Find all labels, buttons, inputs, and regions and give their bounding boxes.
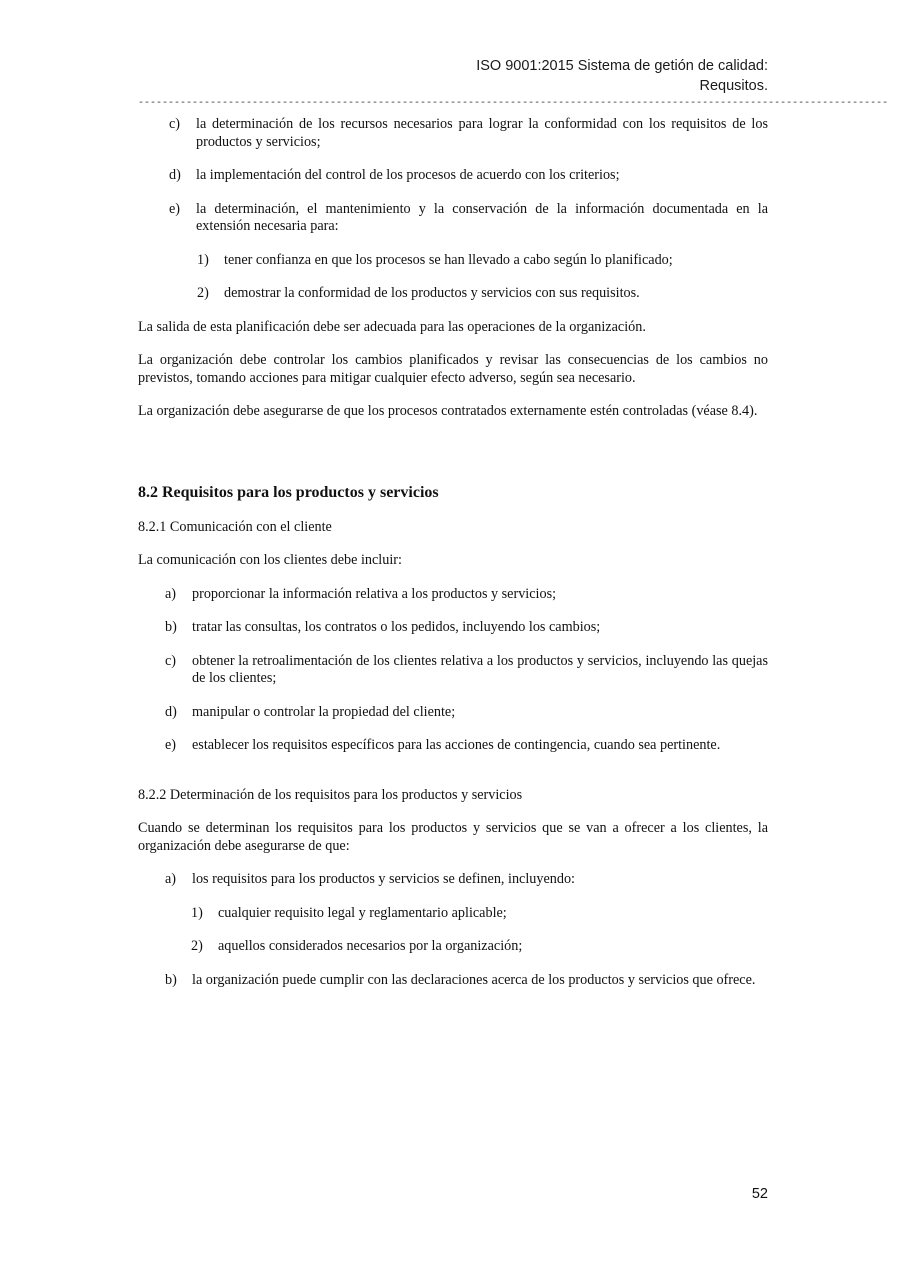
list-item bbox=[138, 167, 768, 185]
list-item bbox=[138, 737, 768, 755]
list-item bbox=[138, 972, 768, 990]
list-marker: b) bbox=[165, 619, 177, 635]
subsection-heading: 8.2.2 Determinación de los requisitos para los productos y servicios bbox=[138, 786, 523, 803]
list-marker: a) bbox=[165, 585, 177, 602]
subsection-heading: 8.2.1 Comunicación con el cliente bbox=[138, 518, 332, 535]
list-text: tener confianza en que los procesos se han llevado a cabo según lo planificado; bbox=[224, 251, 673, 268]
list-text: manipular o controlar la propiedad del cliente; bbox=[192, 703, 456, 720]
list-marker: 2) bbox=[197, 285, 209, 301]
sub-list-item bbox=[138, 252, 768, 270]
list-marker: d) bbox=[169, 167, 181, 183]
running-header bbox=[476, 56, 768, 96]
page-body bbox=[138, 116, 768, 1005]
sub-list-item bbox=[138, 905, 768, 923]
list-marker: b) bbox=[165, 971, 177, 988]
section-heading: 8.2 Requisitos para los productos y servicios bbox=[138, 483, 439, 501]
list-marker: c) bbox=[165, 652, 177, 669]
header-line-2: Requsitos. bbox=[699, 78, 768, 94]
list-marker: c) bbox=[169, 116, 181, 132]
header-line-1: ISO 9001:2015 Sistema de getión de calidad: bbox=[476, 58, 768, 74]
list-text: demostrar la conformidad de los productos y servicios con sus requisitos. bbox=[224, 285, 640, 301]
list-text: aquellos considerados necesarios por la organización; bbox=[218, 938, 523, 954]
list-text: la implementación del control de los procesos de acuerdo con los criterios; bbox=[196, 167, 620, 183]
list-marker: d) bbox=[165, 703, 177, 720]
list-text: tratar las consultas, los contratos o los pedidos, incluyendo los cambios; bbox=[192, 619, 601, 635]
list-item bbox=[138, 619, 768, 637]
list-text: la determinación, el mantenimiento y la conservación de la información documentada en la extensión necesaria para: bbox=[196, 200, 768, 234]
list-item bbox=[138, 871, 768, 889]
list-item bbox=[138, 116, 768, 151]
sub-list-item bbox=[138, 938, 768, 956]
paragraph: Cuando se determinan los requisitos para los productos y servicios que se van a ofrecer a los clientes, la organización debe asegurarse de que: bbox=[138, 820, 768, 854]
list-item bbox=[138, 586, 768, 604]
list-marker: 2) bbox=[191, 938, 203, 954]
paragraph: La organización debe controlar los cambios planificados y revisar las consecuencias de los cambios no previstos, tomando acciones para mitigar cualquier efecto adverso, según sea necesario. bbox=[138, 352, 768, 386]
list-text: proporcionar la información relativa a los productos y servicios; bbox=[192, 585, 557, 602]
list-text: los requisitos para los productos y servicios se definen, incluyendo: bbox=[192, 871, 575, 887]
list-item bbox=[138, 201, 768, 236]
list-item bbox=[138, 653, 768, 688]
header-rule: ----------------------------------------------------------------------------------------------------------------------------- bbox=[138, 98, 889, 109]
list-marker: a) bbox=[165, 871, 177, 887]
list-item bbox=[138, 704, 768, 722]
sub-list-item bbox=[138, 285, 768, 303]
paragraph: La salida de esta planificación debe ser adecuada para las operaciones de la organización. bbox=[138, 318, 646, 335]
list-text: la determinación de los recursos necesarios para lograr la conformidad con los requisitos de los productos y servicios; bbox=[196, 116, 768, 150]
list-marker: e) bbox=[169, 200, 181, 217]
list-marker: 1) bbox=[191, 904, 203, 921]
list-text: la organización puede cumplir con las declaraciones acerca de los productos y servicios que ofrece. bbox=[192, 971, 756, 988]
list-marker: e) bbox=[165, 737, 177, 753]
spacer bbox=[138, 771, 768, 787]
list-text: cualquier requisito legal y reglamentario aplicable; bbox=[218, 904, 507, 921]
page-number: 52 bbox=[751, 1186, 768, 1202]
list-text: establecer los requisitos específicos para las acciones de contingencia, cuando sea pertinente. bbox=[192, 737, 721, 753]
list-marker: 1) bbox=[197, 251, 209, 268]
paragraph: La organización debe asegurarse de que los procesos contratados externamente estén controladas (véase 8.4). bbox=[138, 403, 758, 419]
list-text: obtener la retroalimentación de los clientes relativa a los productos y servicios, incluyendo las quejas de los clientes; bbox=[192, 652, 768, 686]
paragraph: La comunicación con los clientes debe incluir: bbox=[138, 552, 402, 568]
